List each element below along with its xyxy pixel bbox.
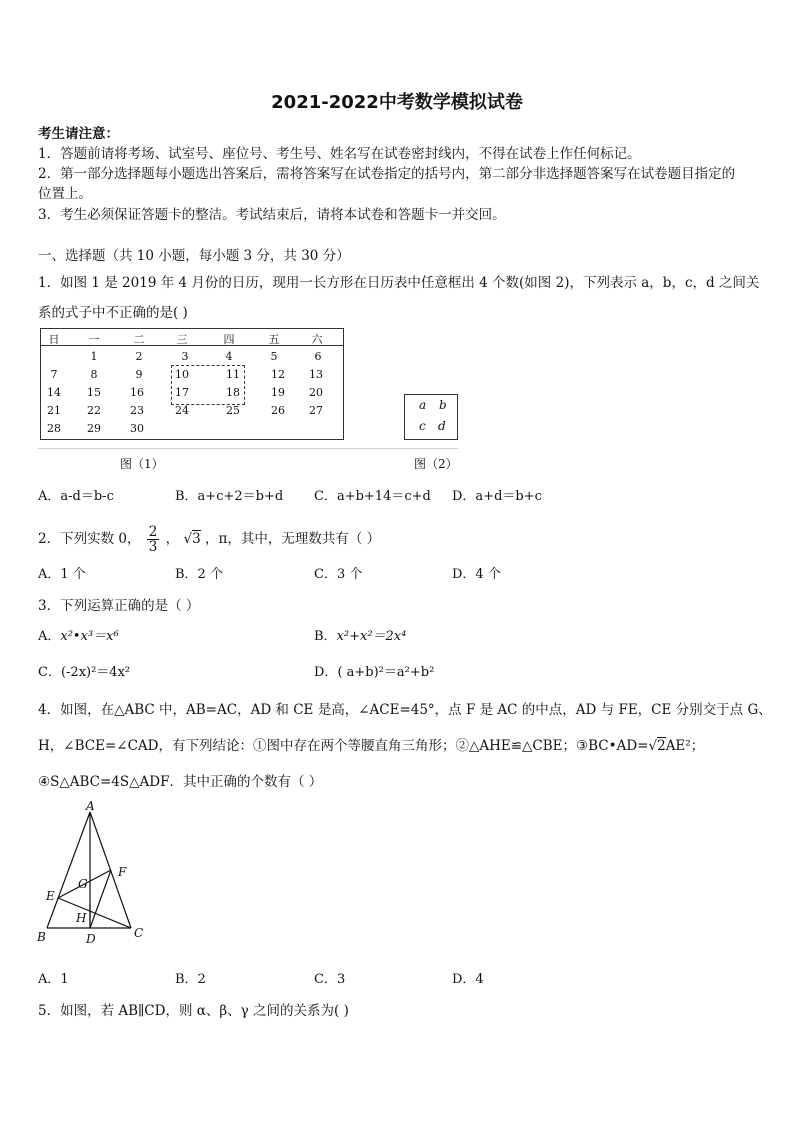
label-a: A [86,799,95,813]
notice-item-2: 2．第一部分选择题每小题选出答案后，需将答案写在试卷指定的括号内，第二部分非选择题答案写在试卷题目指定的 [38,166,736,182]
calendar-header: 五 [268,333,280,346]
calendar-cell: 14 [47,386,61,399]
label-c: C [134,926,144,940]
calendar-row [41,404,343,422]
calendar-cell: 28 [47,422,61,435]
option-label: D． [314,665,338,680]
calendar-cell: 17 [175,386,189,399]
calendar-cell: 30 [130,422,144,435]
q4-line2-end: AE²； [665,738,705,754]
q1-option-b: B．a+c+2＝b+d [175,489,284,504]
q3-option-d [314,661,434,680]
q1-stem-line2: 系的式子中不正确的是( ) [38,305,188,321]
sqrt-symbol: √2 [648,738,666,754]
calendar-cell: 9 [135,368,143,381]
q4-option-a: A．1 [38,972,69,987]
option-text: x²•x³＝x⁶ [60,629,119,644]
calendar-cell: 8 [90,368,98,381]
calendar-cell: 13 [309,368,323,381]
var-b: b [439,398,447,412]
option-text: ( a+b)²＝a²+b² [337,665,435,680]
calendar-cell: 6 [314,350,322,363]
calendar-cell: 2 [135,350,143,363]
calendar-cell: 12 [271,368,285,381]
option-text: x²+x²＝2x⁴ [336,629,407,644]
calendar-cell: 24 [175,404,189,417]
q4-stem-line3: ④S△ABC=4S△ADF．其中正确的个数有（ ） [38,774,323,790]
notice-item-1: 1．答题前请将考场、试室号、座位号、考生号、姓名写在试卷密封线内，不得在试卷上作任何标记。 [38,146,641,162]
figure2-caption: 图（2） [414,457,458,471]
calendar-cell: 23 [130,404,144,417]
triangle-figure [34,798,150,948]
q3-option-c [38,661,130,680]
q1-option-c: C．a+b+14＝c+d [314,489,431,504]
calendar-cell: 11 [226,368,240,381]
label-b: B [37,930,46,944]
figure-divider [38,448,458,449]
option-text: (-2x)²＝4x² [60,665,131,680]
q2-option-c: C．3 个 [314,567,363,582]
calendar-cell: 19 [271,386,285,399]
notice-heading: 考生请注意： [38,126,119,142]
q4-stem-line2 [38,734,704,754]
abcd-figure [404,394,458,440]
q4-option-b: B．2 [175,972,206,987]
calendar-header: 日 [48,333,60,346]
selection-rectangle [171,365,245,405]
figure1-caption: 图（1） [120,457,164,471]
q3-option-a [38,625,119,644]
var-a: a [419,398,427,412]
sqrt-symbol: √3 [183,531,201,547]
calendar-header-row [41,329,343,346]
line-fd [90,870,111,928]
section-heading: 一、选择题（共 10 小题，每小题 3 分，共 30 分） [38,248,350,264]
option-label: B． [314,629,337,644]
calendar-header: 二 [133,333,145,346]
calendar-cell: 20 [309,386,323,399]
calendar-cell: 3 [181,350,189,363]
q2-option-a: A．1 个 [38,567,86,582]
option-label: C． [38,665,61,680]
calendar-cell: 18 [226,386,240,399]
calendar-cell: 1 [90,350,98,363]
calendar-cell: 29 [87,422,101,435]
calendar-cell: 5 [270,350,278,363]
calendar-cell: 27 [309,404,323,417]
calendar-cell: 15 [87,386,101,399]
label-g: G [78,877,88,891]
q2-option-d: D．4 个 [452,567,501,582]
q1-option-a: A．a-d＝b-c [38,489,114,504]
q4-line2-start: H，∠BCE=∠CAD，有下列结论：①图中存在两个等腰直角三角形；②△AHE≌△CBE；③BC•AD= [38,738,649,754]
sqrt-radicand: 3 [192,531,201,547]
q1-stem-line1: 1．如图 1 是 2019 年 4 月份的日历，现用一长方形在日历表中任意框出 4 个数(如图 2)，下列表示 a，b，c，d 之间关 [38,275,760,291]
q2-option-b: B．2 个 [175,567,223,582]
notice-item-2-cont: 位置上。 [38,186,92,202]
calendar-header: 六 [311,333,323,346]
calendar-cell: 10 [175,368,189,381]
page-title: 2021-2022中考数学模拟试卷 [271,92,523,113]
calendar-cell: 22 [87,404,101,417]
q4-option-c: C．3 [314,972,346,987]
calendar-row [41,422,343,440]
label-e: E [46,889,55,903]
calendar-header: 一 [88,333,100,346]
calendar-cell: 16 [130,386,144,399]
var-c: c [419,419,426,433]
option-label: A． [38,629,61,644]
q1-option-d: D．a+d＝b+c [452,489,542,504]
calendar-figure [40,328,344,440]
sqrt-radicand: 2 [657,738,666,754]
calendar-cell: 4 [225,350,233,363]
calendar-header: 四 [223,333,235,346]
q5-stem: 5．如图，若 AB∥CD，则 α、β、γ 之间的关系为( ) [38,1003,349,1019]
q2-stem [38,525,380,554]
calendar-cell: 7 [50,368,58,381]
label-h: H [76,911,87,925]
line-ec [58,898,131,928]
q2-suffix: ，π，其中，无理数共有（ ） [204,531,381,547]
q3-stem: 3．下列运算正确的是（ ） [38,598,200,614]
calendar-cell: 26 [271,404,285,417]
q4-stem-line1: 4．如图，在△ABC 中，AB=AC，AD 和 CE 是高，∠ACE=45°，点 F 是 AC 的中点，AD 与 FE，CE 分别交于点 G、 [38,702,772,718]
label-f: F [118,865,127,879]
q2-prefix: 2．下列实数 0， [38,531,141,547]
calendar-header: 三 [176,333,188,346]
calendar-cell: 21 [47,404,61,417]
fraction [147,525,160,554]
q3-option-b [314,625,406,644]
var-d: d [438,419,446,433]
q4-option-d: D．4 [452,972,484,987]
fraction-numerator: 2 [148,524,158,540]
fraction-denominator: 3 [148,539,158,555]
calendar-cell: 25 [226,404,240,417]
notice-item-3: 3．考生必须保证答题卡的整洁。考试结束后，请将本试卷和答题卡一并交回。 [38,207,506,223]
q2-separator: ， [165,531,180,547]
label-d: D [86,932,96,946]
